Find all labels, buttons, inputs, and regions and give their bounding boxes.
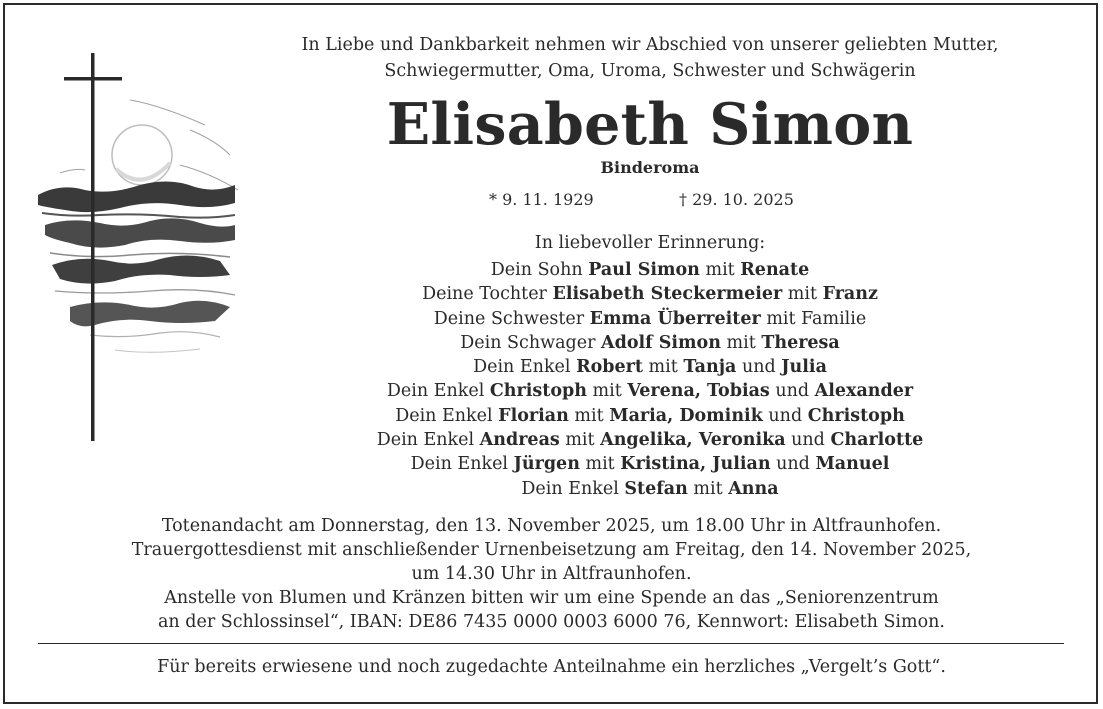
family-member-name: Emma Überreiter	[589, 308, 761, 329]
info-line: um 14.30 Uhr in Altfraunhofen.	[411, 564, 692, 584]
family-relation-text: Dein Enkel	[521, 478, 625, 499]
family-member-name: Alexander	[814, 381, 914, 402]
family-relation-text: und	[762, 405, 808, 426]
family-relation-text: mit	[782, 284, 823, 305]
family-member-name: Kristina, Julian	[620, 454, 771, 475]
family-relation-text: und	[736, 357, 782, 378]
intro-line-1: In Liebe und Dankbarkeit nehmen wir Abschied von unserer geliebten Mutter,	[301, 35, 999, 55]
cross-horizontal	[64, 77, 122, 81]
family-relation-text: und	[769, 381, 815, 402]
memory-heading: In liebevoller Erinnerung:	[534, 233, 766, 253]
family-line	[195, 282, 1103, 306]
family-member-name: Angelika, Veronika	[600, 430, 786, 451]
family-member-name: Christoph	[489, 381, 587, 402]
service-info	[0, 514, 1103, 634]
family-relation-text: mit	[559, 430, 601, 451]
thanks-line: Für bereits erwiesene und noch zugedachte Anteilnahme ein herzliches „Vergelt’s Gott“.	[157, 657, 946, 677]
family-line	[195, 307, 1103, 331]
family-list	[195, 258, 1103, 501]
family-line	[195, 477, 1103, 501]
family-relation-text: Dein Sohn	[490, 260, 589, 280]
family-relation-text: Dein Schwager	[460, 332, 601, 353]
family-member-name: Verena, Tobias	[627, 381, 770, 402]
family-member-name: Adolf Simon	[601, 332, 721, 353]
family-member-name: Stefan	[624, 478, 688, 499]
family-member-name: Julia	[781, 357, 827, 378]
family-relation-text: Dein Enkel	[386, 381, 490, 402]
family-relation-text: mit	[687, 478, 729, 499]
family-relation-text: und	[770, 454, 816, 475]
sun-icon	[112, 125, 172, 185]
family-member-name: Theresa	[761, 332, 840, 353]
family-member-name: Paul Simon	[588, 260, 700, 280]
family-relation-text: Dein Enkel	[395, 405, 499, 426]
family-member-name: Franz	[822, 284, 878, 305]
family-line	[195, 379, 1103, 403]
family-member-name: Elisabeth Steckermeier	[552, 284, 783, 305]
info-line: an der Schlossinsel“, IBAN: DE86 7435 0000 0003 6000 76, Kennwort: Elisabeth Simon.	[158, 612, 945, 632]
family-member-name: Andreas	[479, 430, 560, 451]
family-relation-text: mit	[586, 381, 628, 402]
divider	[38, 643, 1064, 644]
family-relation-text: Deine Tochter	[422, 284, 553, 305]
family-member-name: Anna	[728, 478, 779, 499]
hill-layer-1	[38, 181, 235, 212]
intro-text	[195, 32, 1103, 84]
family-line	[195, 428, 1103, 452]
deceased-name: Elisabeth Simon	[386, 91, 914, 158]
family-relation-text: Dein Enkel	[473, 357, 577, 378]
intro-line-2: Schwiegermutter, Oma, Uroma, Schwester und Schwägerin	[384, 61, 916, 81]
info-line: Totenandacht am Donnerstag, den 13. November 2025, um 18.00 Uhr in Altfraunhofen.	[161, 516, 942, 536]
family-relation-text: mit	[720, 332, 762, 353]
family-member-name: Manuel	[815, 454, 890, 475]
info-line: Trauergottesdienst mit anschließender Urnenbeisetzung am Freitag, den 14. November 2025,	[131, 540, 972, 560]
family-member-name: Maria, Dominik	[609, 405, 763, 426]
family-line	[195, 355, 1103, 379]
birth-date: * 9. 11. 1929	[489, 190, 594, 209]
family-relation-text: mit	[699, 260, 741, 280]
family-relation-text: mit	[642, 357, 684, 378]
cross-vertical	[91, 53, 95, 441]
family-relation-text: Deine Schwester	[433, 308, 590, 329]
family-relation-text: Dein Enkel	[410, 454, 514, 475]
family-relation-text: und	[785, 430, 831, 451]
family-line	[195, 404, 1103, 428]
death-date: † 29. 10. 2025	[679, 190, 794, 209]
family-relation-text: mit Familie	[760, 308, 867, 329]
family-member-name: Christoph	[807, 405, 905, 426]
info-line: Anstelle von Blumen und Kränzen bitten wir um eine Spende an das „Seniorenzentrum	[164, 588, 939, 608]
family-member-name: Jürgen	[513, 454, 580, 475]
family-member-name: Florian	[498, 405, 569, 426]
family-line	[195, 452, 1103, 476]
family-member-name: Charlotte	[830, 430, 924, 451]
nickname: Binderoma	[600, 158, 700, 177]
family-line	[195, 258, 1103, 282]
family-line	[195, 331, 1103, 355]
family-member-name: Tanja	[683, 357, 737, 378]
family-relation-text: Dein Enkel	[376, 430, 480, 451]
family-member-name: Renate	[740, 260, 810, 280]
family-member-name: Robert	[576, 357, 643, 378]
family-relation-text: mit	[579, 454, 621, 475]
family-relation-text: mit	[568, 405, 610, 426]
